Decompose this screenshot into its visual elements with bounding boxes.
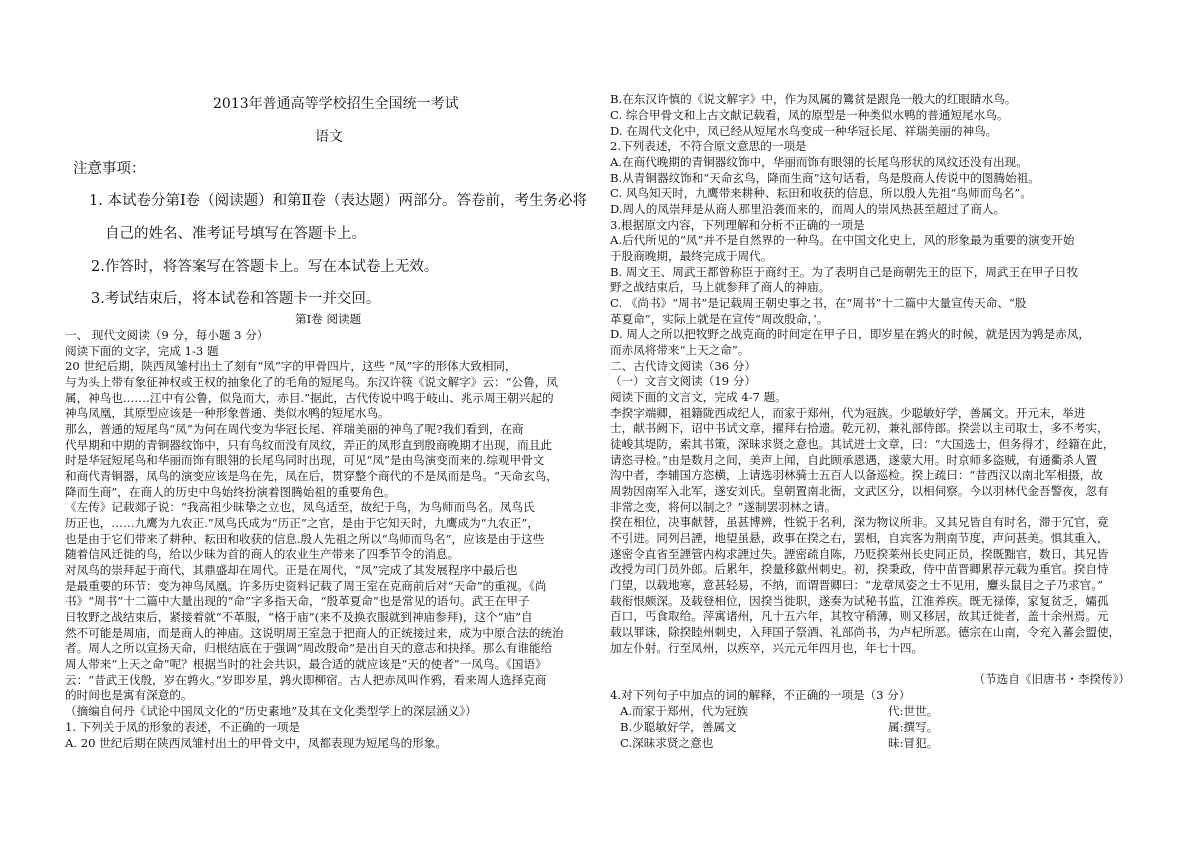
text-line: 随着信风迁徙的鸟，给以少昧为首的商人的农业生产带来了四季节令的消息。 (65, 547, 460, 561)
notice-item: 自己的姓名、准考证号填写在答题卡上。 (105, 226, 366, 242)
text-line: 代早期和中期的青铜器纹饰中，只有鸟纹而没有凤纹，弄正的凤形直到殷商晚期才出现，而且此 (65, 438, 552, 452)
text-line: 书》“周书”十二篇中大量出现的“命”字多指天命，“殷革夏命”也是常见的语句。武王在甲子 (65, 594, 530, 608)
text-line: 20 世纪后期，陕西凤雏村出土了刻有“凤”字的甲骨四片，这些 “凤”字的形体大致相同， (65, 359, 517, 373)
text-line: 周人带来“上天之命”呢？根据当时的社会共识，最合适的就应该是“天的使者”一凤鸟。《国语》 (65, 657, 547, 671)
text-line: 加左仆射。行至凤州，以疾卒，兴元元年四月也，年七十四。 (610, 641, 924, 655)
question-option: C. 综合甲骨文和上古文献记载看，凤的原型是一种类似水鸭的普通短尾水鸟。 (610, 108, 1009, 122)
text-line: 降而生商”，在商人的历史中鸟始终扮演着图腾始祖的重要角色。 (65, 485, 396, 499)
text-line: 士，献书阙下，诏中书试文章，擢拜右拾遗。乾元初，兼礼部侍郎。揆尝以主司取士，多不考实， (610, 421, 1109, 435)
text-line: 李揆字端卿，祖籍陇西成纪人，而家于郑州，代为冠族。少聪敏好学，善属文。开元末，举进 (610, 406, 1086, 420)
question-option: C. 风鸟知天时，九鹰带来耕种、耘田和收获的信息，所以殷人先祖“鸟师而鸟名”。 (610, 186, 1032, 200)
text-line: （摘编自何丹《试论中国凤文化的“历史素地”及其在文化类型学上的深层涵义》） (65, 704, 477, 718)
text-line: 阅读下面的文言文，完成 4-7 题。 (610, 390, 787, 404)
exam-title: 2013年普通高等学校招生全国统一考试 (213, 96, 459, 112)
question-option: D.周人的凤崇拜是从商人那里沿袭而来的，而周人的崇风热甚至超过了商人。 (610, 202, 1006, 216)
question-option: B. 周文王、周武王都曾称臣于商纣王。为了表明自己是商朝先王的臣下，周武王在甲子日牧 (610, 265, 1079, 279)
text-line: 改授为司门员外郎。后累年，揆量移歙州刺史。初，揆秉政，侍中苗晋卿累荐元载为重官。揆自恃 (610, 562, 1109, 576)
text-line: 百口，丐食取给。萍寓诸州，凡十五六年，其牧守稍薄，则又移居，故其迁徙者，盖十余州焉。元 (610, 609, 1109, 623)
section-heading: 第Ⅰ卷 阅读题 (295, 312, 362, 326)
text-line: 神鸟凤凰，其原型应该是一种形象普通、类似水鸭的短尾水鸟。 (65, 406, 390, 420)
option-sentence: B.少聪敏好学，善属文 (620, 720, 737, 734)
question-stem: 2.下列表述，不符合原文意思的一项是 (610, 139, 807, 153)
text-line: 云：“昔武王伐殷，岁在鹑火。”岁即岁星，鹑火即柳宿。古人把赤凤叫作鸦，看来周人选择克商 (65, 673, 547, 687)
text-line: 对凤鸟的崇拜起于商代，其鼎盛却在周代。正是在周代，“凤”完成了其发展程序中最后也 (65, 563, 518, 577)
question-stem: 3.根据原文内容，下列理解和分析不正确的一项是 (610, 218, 865, 232)
question-option: B.从青铜器纹饰和“天命玄鸟，降而生商”这句话看，鸟是殷商人传说中的图腾始祖。 (610, 171, 1040, 185)
text-line: 沟中者，李辅国方恣横，上请选羽林骑士五百人以备巡检。揆上疏曰：“昔西汉以南北军相摄，故 (610, 468, 1103, 482)
text-line: 不引进。同列吕諲，地望虽悬，政事在揆之右，罢相，自宾客为荆南节度，声问甚美。惧其重入， (610, 531, 1109, 545)
question-option: B.在东汉许慎的《说文解字》中，作为凤属的鷟贫是跟凫一般大的红眼睛水鸟。 (610, 92, 1017, 106)
question-option: C. 《尚书》“周书”是记载周王朝史事之书，在“周书”十二篇中大量宣传天命、“股 (610, 296, 1027, 310)
text-line: 然不可能是周庙，而是商人的神庙。这说明周王室急于把商人的正统接过来，成为中原合法的统治 (65, 626, 564, 640)
question-option: D. 在周代文化中，凤已经从短尾水鸟变成一种华冠长尾、祥瑞美丽的神鸟。 (610, 124, 998, 138)
text-line: 载以罪诛，除揆睦州刺史，入拜国子祭酒、礼部尚书，为卢杞所恶。德宗在山南，令充入蕃会盟使， (610, 625, 1121, 639)
text-line: 载衔恨颇深。及载登相位，因揆当徙职，遂奏为试秘书监，江淮养疾。既无禄俸，家复贫乏，孀孤 (610, 594, 1109, 608)
option-sentence: A.而家于郑州，代为冠族 (620, 704, 748, 718)
text-line: 徒峻其堤防，索其书策，深昧求贤之意也。其试进士文章，曰：“大国选士，但务得才，经籍在此， (610, 437, 1115, 451)
text-line: 遂密令直省至諲管内构求諲过失。諲密疏自陈，乃贬揆莱州长史同正员，揆既黜官，数日，其兄皆 (610, 547, 1109, 561)
question-stem: 1. 下列关于凤的形象的表述，不正确的一项是 (65, 720, 301, 734)
option-sentence: C.深昧求贤之意也 (620, 736, 714, 750)
text-line: 和商代青铜器，凤鸟的演变应该是鸟在先，凤在后，贯穿整个商代的不是凤而是鸟。“天命玄鸟， (65, 469, 558, 483)
text-line: 非常之变，将何以制之？”遂制罢羽林之请。 (610, 500, 837, 514)
question-option: A.后代所见的“凤”并不是自然界的一种鸟。在中国文化史上，风的形象最为重要的演变开始 (610, 233, 1075, 247)
notice-item: 1. 本试卷分第Ⅰ卷（阅读题）和第Ⅱ卷（表达题）两部分。答卷前，考生务必将 (89, 193, 588, 209)
subject-title: 语文 (315, 129, 343, 145)
text-line: 阅读下面的文字，完成 1-3 题 (65, 344, 219, 358)
text-line: 属，神鸟也.……江中有公鲁，似凫而大，赤目.”据此，古代传说中鸣于岐山、兆示周王朝兴起的 (65, 391, 554, 405)
text-line: 者。周人之所以宣扬天命，归根结底在于强调“周改殷命”是出自天的意志和抉择。那么有谁能给 (65, 641, 553, 655)
text-line: 的时间也是寓有深意的。 (65, 688, 193, 702)
text-line: 一、 现代文阅读（9 分，每小题 3 分） (65, 328, 269, 342)
text-line: 那么，普通的短尾鸟“凤”为何在周代变为华冠长尾、祥瑞美丽的神鸟了呢?我们看到，在商 (65, 422, 524, 436)
source-note: （节选自《旧唐书・李揆传》） (973, 672, 1130, 686)
text-line: 时是华冠短尾鸟和华丽而饰有眼翎的长尾鸟同时出现，可见“凤”是由鸟演变而来的.综观甲骨文 (65, 453, 545, 467)
question-option: D. 周人之所以把牧野之战克商的时间定在甲子日，即岁星在鹑火的时候，就是因为鹑是赤凤， (610, 327, 1091, 341)
text-line: 而赤凤将带来“上天之命”。 (610, 343, 750, 357)
text-line: 《左传》记载郯子说：“我高祖少昧挚之立也，凤鸟适至，故纪于鸟，为鸟师而鸟名。凤鸟氏 (65, 500, 535, 514)
text-line: 请恣寻检。”由是数月之间，美声上闻，自此顾承恩遇，遂蒙大用。时京师多盗贼，有通衢杀人置 (610, 453, 1098, 467)
text-line: 野之战结束后，马上就参拜了商人的神庙。 (610, 280, 831, 294)
text-line: 日牧野之战结束后，紧接着就“不革服，“格于庙”(来不及换衣服就到神庙参拜)，这个“庙”自 (65, 610, 533, 624)
text-line: 革夏命”，实际上就是在宣传“周改殷命，’。 (610, 312, 829, 326)
question-option: A. 20 世纪后期在陕西凤雏村出土的甲骨文中，凤都表现为短尾鸟的形象。 (65, 736, 447, 750)
notice-item: 2.作答时，将答案写在答题卡上。写在本试卷上无效。 (91, 259, 439, 275)
option-gloss: 属:撰写。 (888, 720, 939, 734)
option-gloss: 代:世世。 (888, 704, 939, 718)
text-line: 周勃因南军入北军，遂安刘氏。皇朝置南北衙，文武区分，以相伺察。今以羽林代金吾警夜，忽有 (610, 484, 1109, 498)
section-heading: 二、古代诗文阅读（36 分） (610, 359, 756, 373)
option-gloss: 昧:冒犯。 (888, 736, 939, 750)
notice-item: 3.考试结束后，将本试卷和答题卡一并交回。 (91, 291, 381, 307)
notice-heading: 注意事项： (73, 161, 146, 177)
text-line: 是最重要的环节：变为神鸟凤凰。许多历史资料记载了周王室在克商前后对“天命”的重视。《尚 (65, 579, 547, 593)
text-line: 门望，以载地寒，意甚轻易，不纳，而谓晋卿曰：“龙章凤姿之士不见用，麞头鼠目之子乃求官。” (610, 578, 1103, 592)
text-line: 也是由于它们带来了耕种、耘田和收获的信息.殷人先祖之所以“鸟师而鸟名”，应该是由于这些 (65, 532, 545, 546)
question-stem: 4.对下列句子中加点的词的解释，不正确的一项是（3 分） (610, 688, 911, 702)
text-line: 于股商晚期，最终完成于周代。 (610, 249, 773, 263)
section-heading: （一）文言文阅读（19 分） (610, 374, 756, 388)
text-line: 揆在相位，决事献替，虽甚博辨，性锐于名利，深为物议所非。又其兄皆自有时名，滞于冗官，竟 (610, 515, 1109, 529)
text-line: 历正也，……九鹰为九农正.”凤鸟氏成为“历正”之官，是由于它知天时，九鹰成为“九农正”， (65, 516, 539, 530)
question-option: A.在商代晚期的青铜器纹饰中，华丽而饰有眼翎的长尾鸟形状的凤纹还没有出现。 (610, 155, 1028, 169)
text-line: 与为头上带有象征神权或王权的抽象化了的毛角的短尾鸟。东汉许筷《说文解字》云：“公鲁，凤 (65, 375, 558, 389)
